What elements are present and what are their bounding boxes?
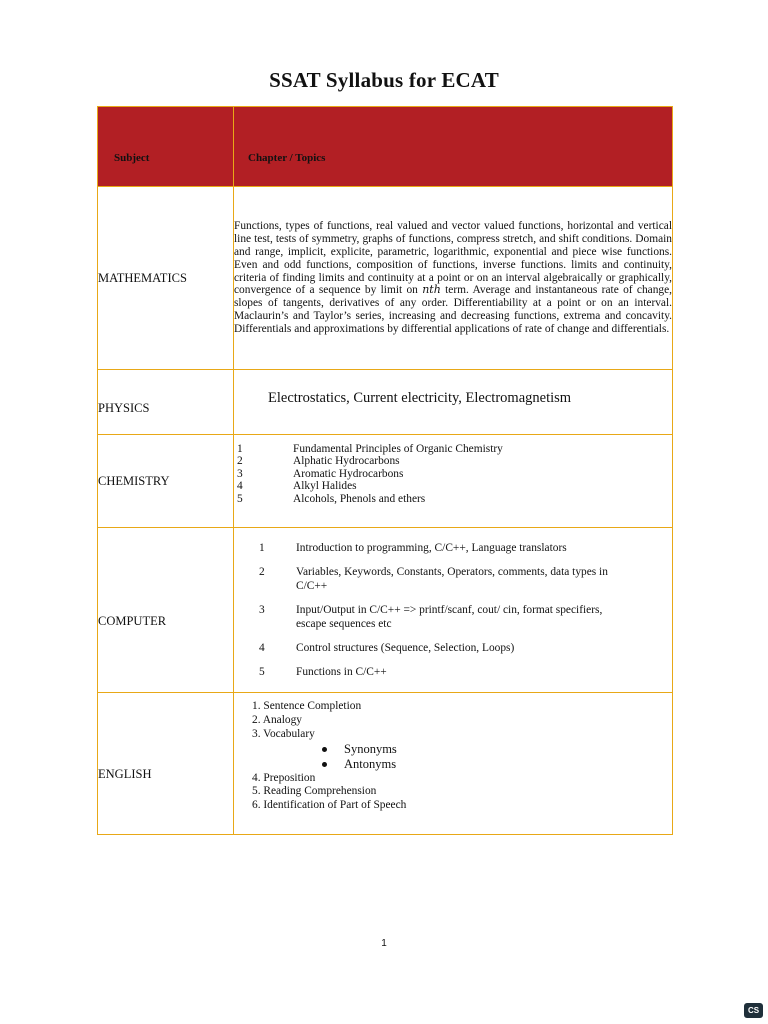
subject-physics-label: PHYSICS (98, 400, 150, 415)
header-subject: Subject (98, 107, 234, 187)
list-item: 6. Identification of Part of Speech (252, 798, 407, 811)
list-item: 3. Vocabulary (252, 727, 315, 740)
mathematics-text-part-a: Functions, types of functions, real valued and vector valued functions, horizontal and vertical line test, tests of symmetry, graphs of functions, compress stretch, and shift conditions. Domain and range, implicit, explicite, parametric, logarithmic, exponential and piece wise functions. Even and odd functions, composition of functions, inverse functions. limits and continuity, criteria of finding limits and continuity at a point or on an interval algebraically or graphically, convergence of a sequence by limit on (234, 219, 672, 297)
list-item: 1 Introduction to programming, C/C++, Language translators (259, 542, 567, 554)
subject-english-label: ENGLISH (98, 767, 152, 781)
subject-computer (98, 528, 234, 693)
document-title: SSAT Syllabus for ECAT (269, 68, 499, 92)
topics-mathematics (234, 187, 673, 370)
nth-symbol: nth (422, 283, 441, 297)
list-item: 5 Alcohols, Phenols and ethers (237, 492, 426, 505)
subject-mathematics: MATHEMATICS (98, 187, 234, 370)
list-item: 4. Preposition (252, 771, 316, 784)
table-header-row (98, 107, 673, 187)
subject-english (98, 693, 234, 835)
table-row-physics (98, 370, 673, 435)
topics-chemistry (234, 435, 673, 528)
mathematics-text (234, 220, 672, 336)
table-row-chemistry (98, 435, 673, 528)
camscanner-icon: CS (744, 1003, 763, 1018)
list-item: 2 Alphatic Hydrocarbons (237, 455, 400, 468)
header-topics: Chapter / Topics (234, 107, 673, 187)
table-row-computer (98, 528, 673, 693)
table-row-mathematics (98, 187, 673, 370)
list-item: 3 Aromatic Hydrocarbons (237, 467, 404, 480)
bullet-item: Synonyms (252, 742, 672, 757)
list-item: 3 Input/Output in C/C++ => printf/scanf, cout/ cin, format specifiers, escape sequences etc (259, 604, 603, 630)
bullet-item: Antonyms (252, 757, 672, 772)
list-item: 1. Sentence Completion (252, 700, 362, 713)
subject-physics (98, 370, 234, 435)
topics-computer (234, 528, 673, 693)
subject-chemistry: CHEMISTRY (98, 435, 234, 528)
list-item: 5 Functions in C/C++ (259, 666, 387, 678)
bullet-dot-icon (322, 762, 327, 767)
table-row-english (98, 693, 673, 835)
bullet-dot-icon (322, 747, 327, 752)
list-item: 2. Analogy (252, 714, 302, 727)
mathematics-text-part-b: term. Average and instantaneous rate of change, slopes of tangents, derivatives of any order. Differentiability at a point or on an interval. Maclaurin’s and Taylor’s series, increasing and decreasing functions, extrema and concavity. Differentials and approximations by differential applications of rate of change and differentials. (234, 284, 672, 336)
page-number: 1 (381, 938, 387, 949)
list-item: 2 Variables, Keywords, Constants, Operators, comments, data types in C/C++ (259, 566, 608, 592)
topics-physics (234, 370, 673, 435)
list-item: 4 Alkyl Halides (237, 480, 357, 493)
list-item: 5. Reading Comprehension (252, 785, 377, 798)
topics-english (234, 693, 673, 835)
syllabus-table (97, 106, 673, 835)
list-item: 1 Fundamental Principles of Organic Chemistry (237, 442, 503, 455)
subject-computer-label: COMPUTER (98, 613, 167, 628)
list-item: 4 Control structures (Sequence, Selection, Loops) (259, 642, 515, 654)
physics-topics-text: Electrostatics, Current electricity, Electromagnetism (268, 389, 572, 406)
